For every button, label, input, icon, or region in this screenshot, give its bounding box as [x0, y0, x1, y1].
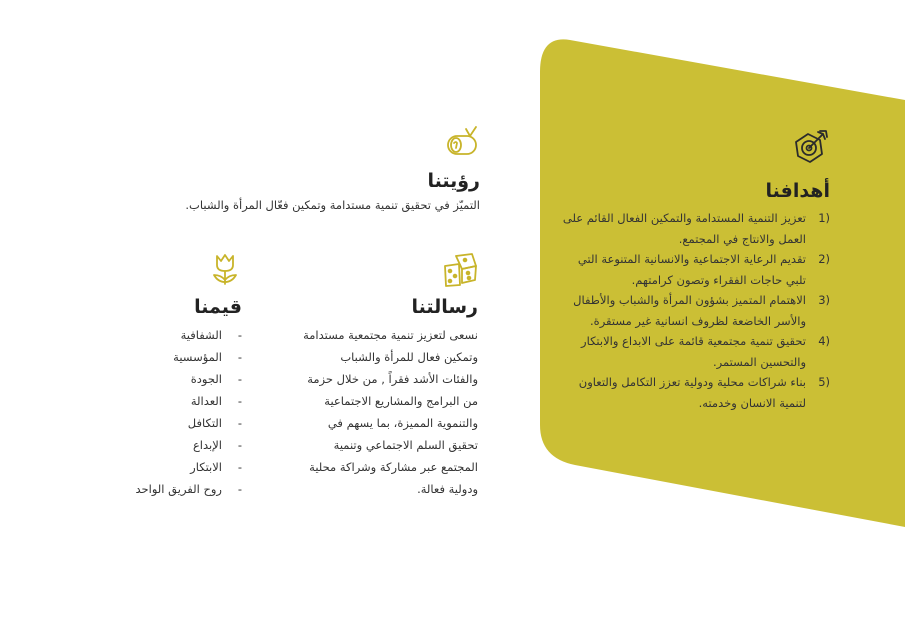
value-dash: - [237, 438, 242, 452]
goal-item [560, 249, 830, 290]
value-text: العدالة [190, 394, 222, 408]
goal-text: تقديم الرعاية الاجتماعية والانسانية المتنوعة التي تلبي حاجات الفقراء وتصون كرامتهم. [577, 252, 806, 287]
goals-list [560, 208, 830, 413]
goal-item [560, 208, 830, 249]
value-item [127, 456, 242, 478]
vision-text: التميّز في تحقيق تنمية مستدامة وتمكين فعّال المرأة والشباب. [185, 198, 480, 212]
value-text: المؤسسية [173, 350, 222, 364]
value-text: الإبداع [192, 438, 222, 452]
value-dash: - [237, 350, 242, 364]
mission-title: رسالتنا [411, 296, 478, 318]
goal-text: بناء شراكات محلية ودولية تعزز التكامل والتعاون لتنمية الانسان وخدمته. [578, 375, 806, 410]
dice-icon [442, 252, 478, 288]
value-item [127, 324, 242, 346]
goal-number: 3) [818, 293, 830, 307]
goal-number: 4) [818, 334, 830, 348]
value-dash: - [237, 460, 242, 474]
goals-title: أهدافنا [765, 180, 830, 202]
values-list [127, 324, 242, 500]
vision-title: رؤيتنا [427, 170, 480, 192]
value-dash: - [237, 416, 242, 430]
goal-text: تعزيز التنمية المستدامة والتمكين الفعال القائم على العمل والانتاج في المجتمع. [562, 211, 806, 246]
value-text: الابتكار [190, 460, 222, 474]
goal-text: تحقيق تنمية مجتمعية قائمة على الابداع والابتكار والتحسين المستمر. [581, 334, 806, 369]
value-item [127, 434, 242, 456]
value-dash: - [237, 482, 242, 496]
value-dash: - [237, 372, 242, 386]
value-item [127, 390, 242, 412]
goal-item [560, 372, 830, 413]
telescope-icon [444, 124, 480, 158]
goal-number: 2) [818, 252, 830, 266]
value-item [127, 478, 242, 500]
target-arrow-icon [790, 128, 830, 168]
values-title: قيمنا [194, 296, 242, 318]
mission-text: نسعى لتعزيز تنمية مجتمعية مستدامة وتمكين فعال للمرأة والشباب والفئات الأشد فقراً , من خلال حزمة من البرامج والمشاريع الاجتماعية والتنموية المميزة، بما يسهم في تحقيق السلم الاجتماعي وتنمية المجتمع عبر مشاركة وشراكة محلية ودولية فعالة. [303, 328, 478, 496]
goal-number: 5) [818, 375, 830, 389]
value-dash: - [237, 394, 242, 408]
value-dash: - [237, 328, 242, 342]
value-item [127, 346, 242, 368]
goal-number: 1) [818, 211, 830, 225]
value-item [127, 412, 242, 434]
value-text: روح الفريق الواحد [135, 482, 222, 496]
goal-item [560, 290, 830, 331]
value-text: الشفافية [180, 328, 222, 342]
value-item [127, 368, 242, 390]
value-text: الجودة [190, 372, 222, 386]
goal-item [560, 331, 830, 372]
tulip-icon [208, 252, 242, 286]
goal-text: الاهتمام المتميز بشؤون المرأة والشباب والأطفال والأسر الخاضعة لظروف انسانية غير مستقرة. [573, 293, 806, 328]
value-text: التكافل [187, 416, 222, 430]
